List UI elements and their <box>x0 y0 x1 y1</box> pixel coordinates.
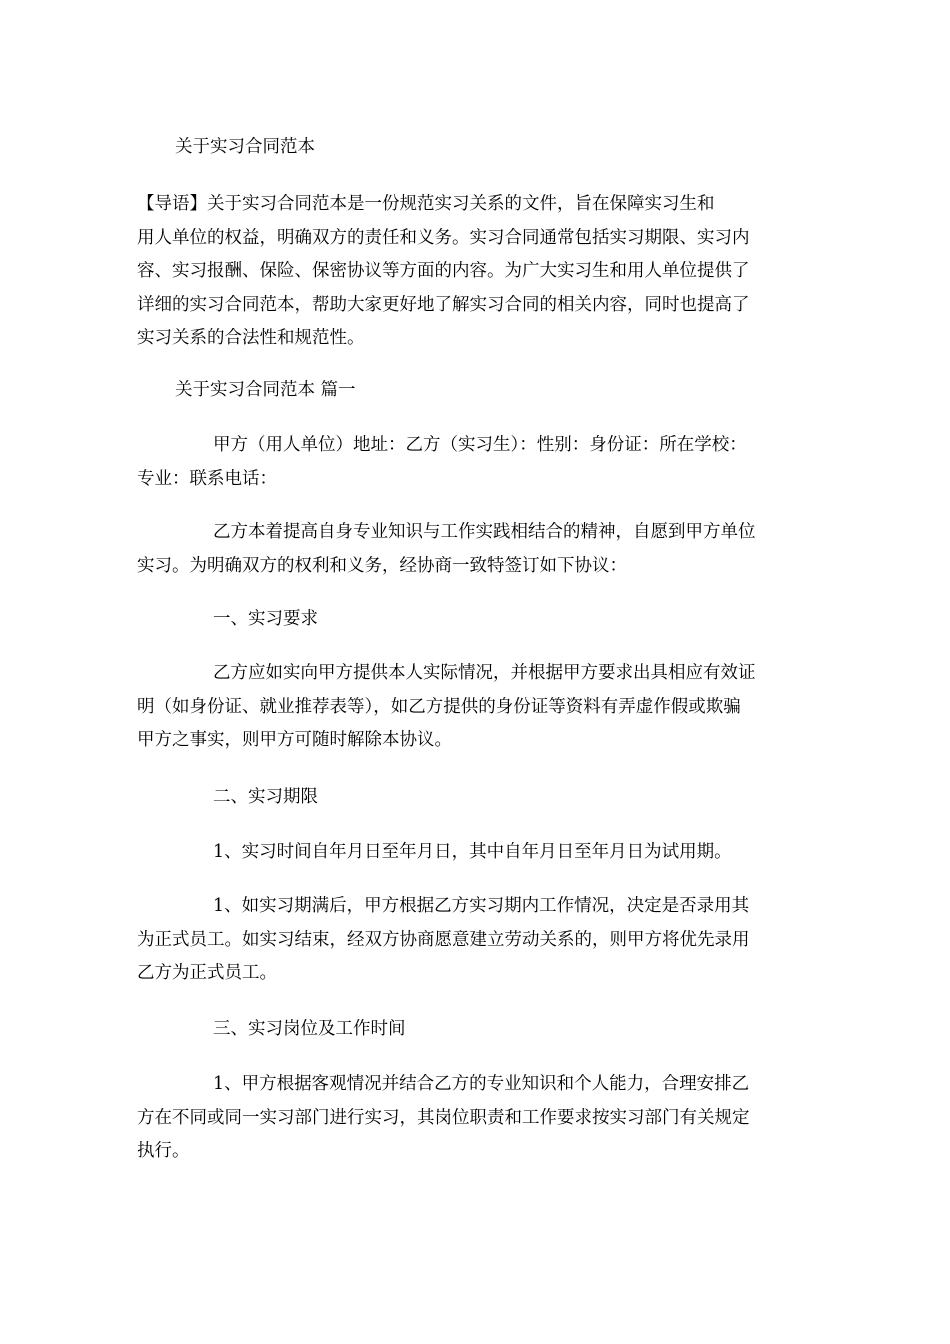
preamble-paragraph <box>137 516 813 583</box>
clause-line: 为正式员工。如实习结束，经双方协商愿意建立劳动关系的，则甲方将优先录用 <box>137 929 750 950</box>
intro-line: 用人单位的权益，明确双方的责任和义务。实习合同通常包括实习期限、实习内 <box>137 227 750 248</box>
parties-line: 专业：联系电话： <box>137 468 277 489</box>
section-title-text: 关于实习合同范本 篇一 <box>175 380 356 400</box>
clause-period-time <box>137 836 813 870</box>
parties-line: 甲方（用人单位）地址：乙方（实习生）：性别：身份证：所在学校： <box>213 435 747 455</box>
heading-requirements <box>137 603 813 637</box>
clause-line: 乙方为正式员工。 <box>137 963 277 983</box>
clause-line: 1、甲方根据客观情况并结合乙方的专业知识和个人能力，合理安排乙 <box>213 1074 750 1094</box>
intro-line: 容、实习报酬、保险、保密协议等方面的内容。为广大实习生和用人单位提供了 <box>137 261 750 281</box>
intro-line: 【导语】关于实习合同范本是一份规范实习关系的文件，旨在保障实习生和 <box>137 194 715 214</box>
heading-position-text: 三、实习岗位及工作时间 <box>213 1019 406 1039</box>
heading-period <box>137 781 813 815</box>
preamble-line: 实习。为明确双方的权利和义务，经协商一致特签订如下协议： <box>137 555 627 576</box>
document-title <box>137 131 813 165</box>
intro-paragraph <box>137 188 813 356</box>
intro-line: 详细的实习合同范本，帮助大家更好地了解实习合同的相关内容，同时也提高了 <box>137 294 750 315</box>
heading-position <box>137 1013 813 1047</box>
clause-line: 乙方应如实向甲方提供本人实际情况，并根据甲方要求出具相应有效证 <box>213 663 756 683</box>
section-title <box>137 374 813 408</box>
parties-paragraph <box>137 429 813 496</box>
clause-period-hire <box>137 890 813 991</box>
clause-line: 明（如身份证、就业推荐表等），如乙方提供的身份证等资料有弄虚作假或欺骗 <box>137 696 741 717</box>
clause-line: 甲方之事实，则甲方可随时解除本协议。 <box>137 730 452 750</box>
preamble-line: 乙方本着提高自身专业知识与工作实践相结合的精神，自愿到甲方单位 <box>213 522 756 542</box>
clause-line: 1、如实习期满后，甲方根据乙方实习期内工作情况，决定是否录用其 <box>213 896 750 916</box>
clause-requirements <box>137 657 813 758</box>
clause-position <box>137 1068 813 1169</box>
clause-line: 方在不同或同一实习部门进行实习，其岗位职责和工作要求按实习部门有关规定 <box>137 1107 750 1128</box>
document-title-text: 关于实习合同范本 <box>175 137 315 157</box>
heading-period-text: 二、实习期限 <box>213 787 318 807</box>
intro-line: 实习关系的合法性和规范性。 <box>137 328 365 348</box>
clause-line: 执行。 <box>137 1141 190 1161</box>
heading-requirements-text: 一、实习要求 <box>213 609 318 629</box>
clause-line: 1、实习时间自年月日至年月日，其中自年月日至年月日为试用期。 <box>213 842 732 862</box>
